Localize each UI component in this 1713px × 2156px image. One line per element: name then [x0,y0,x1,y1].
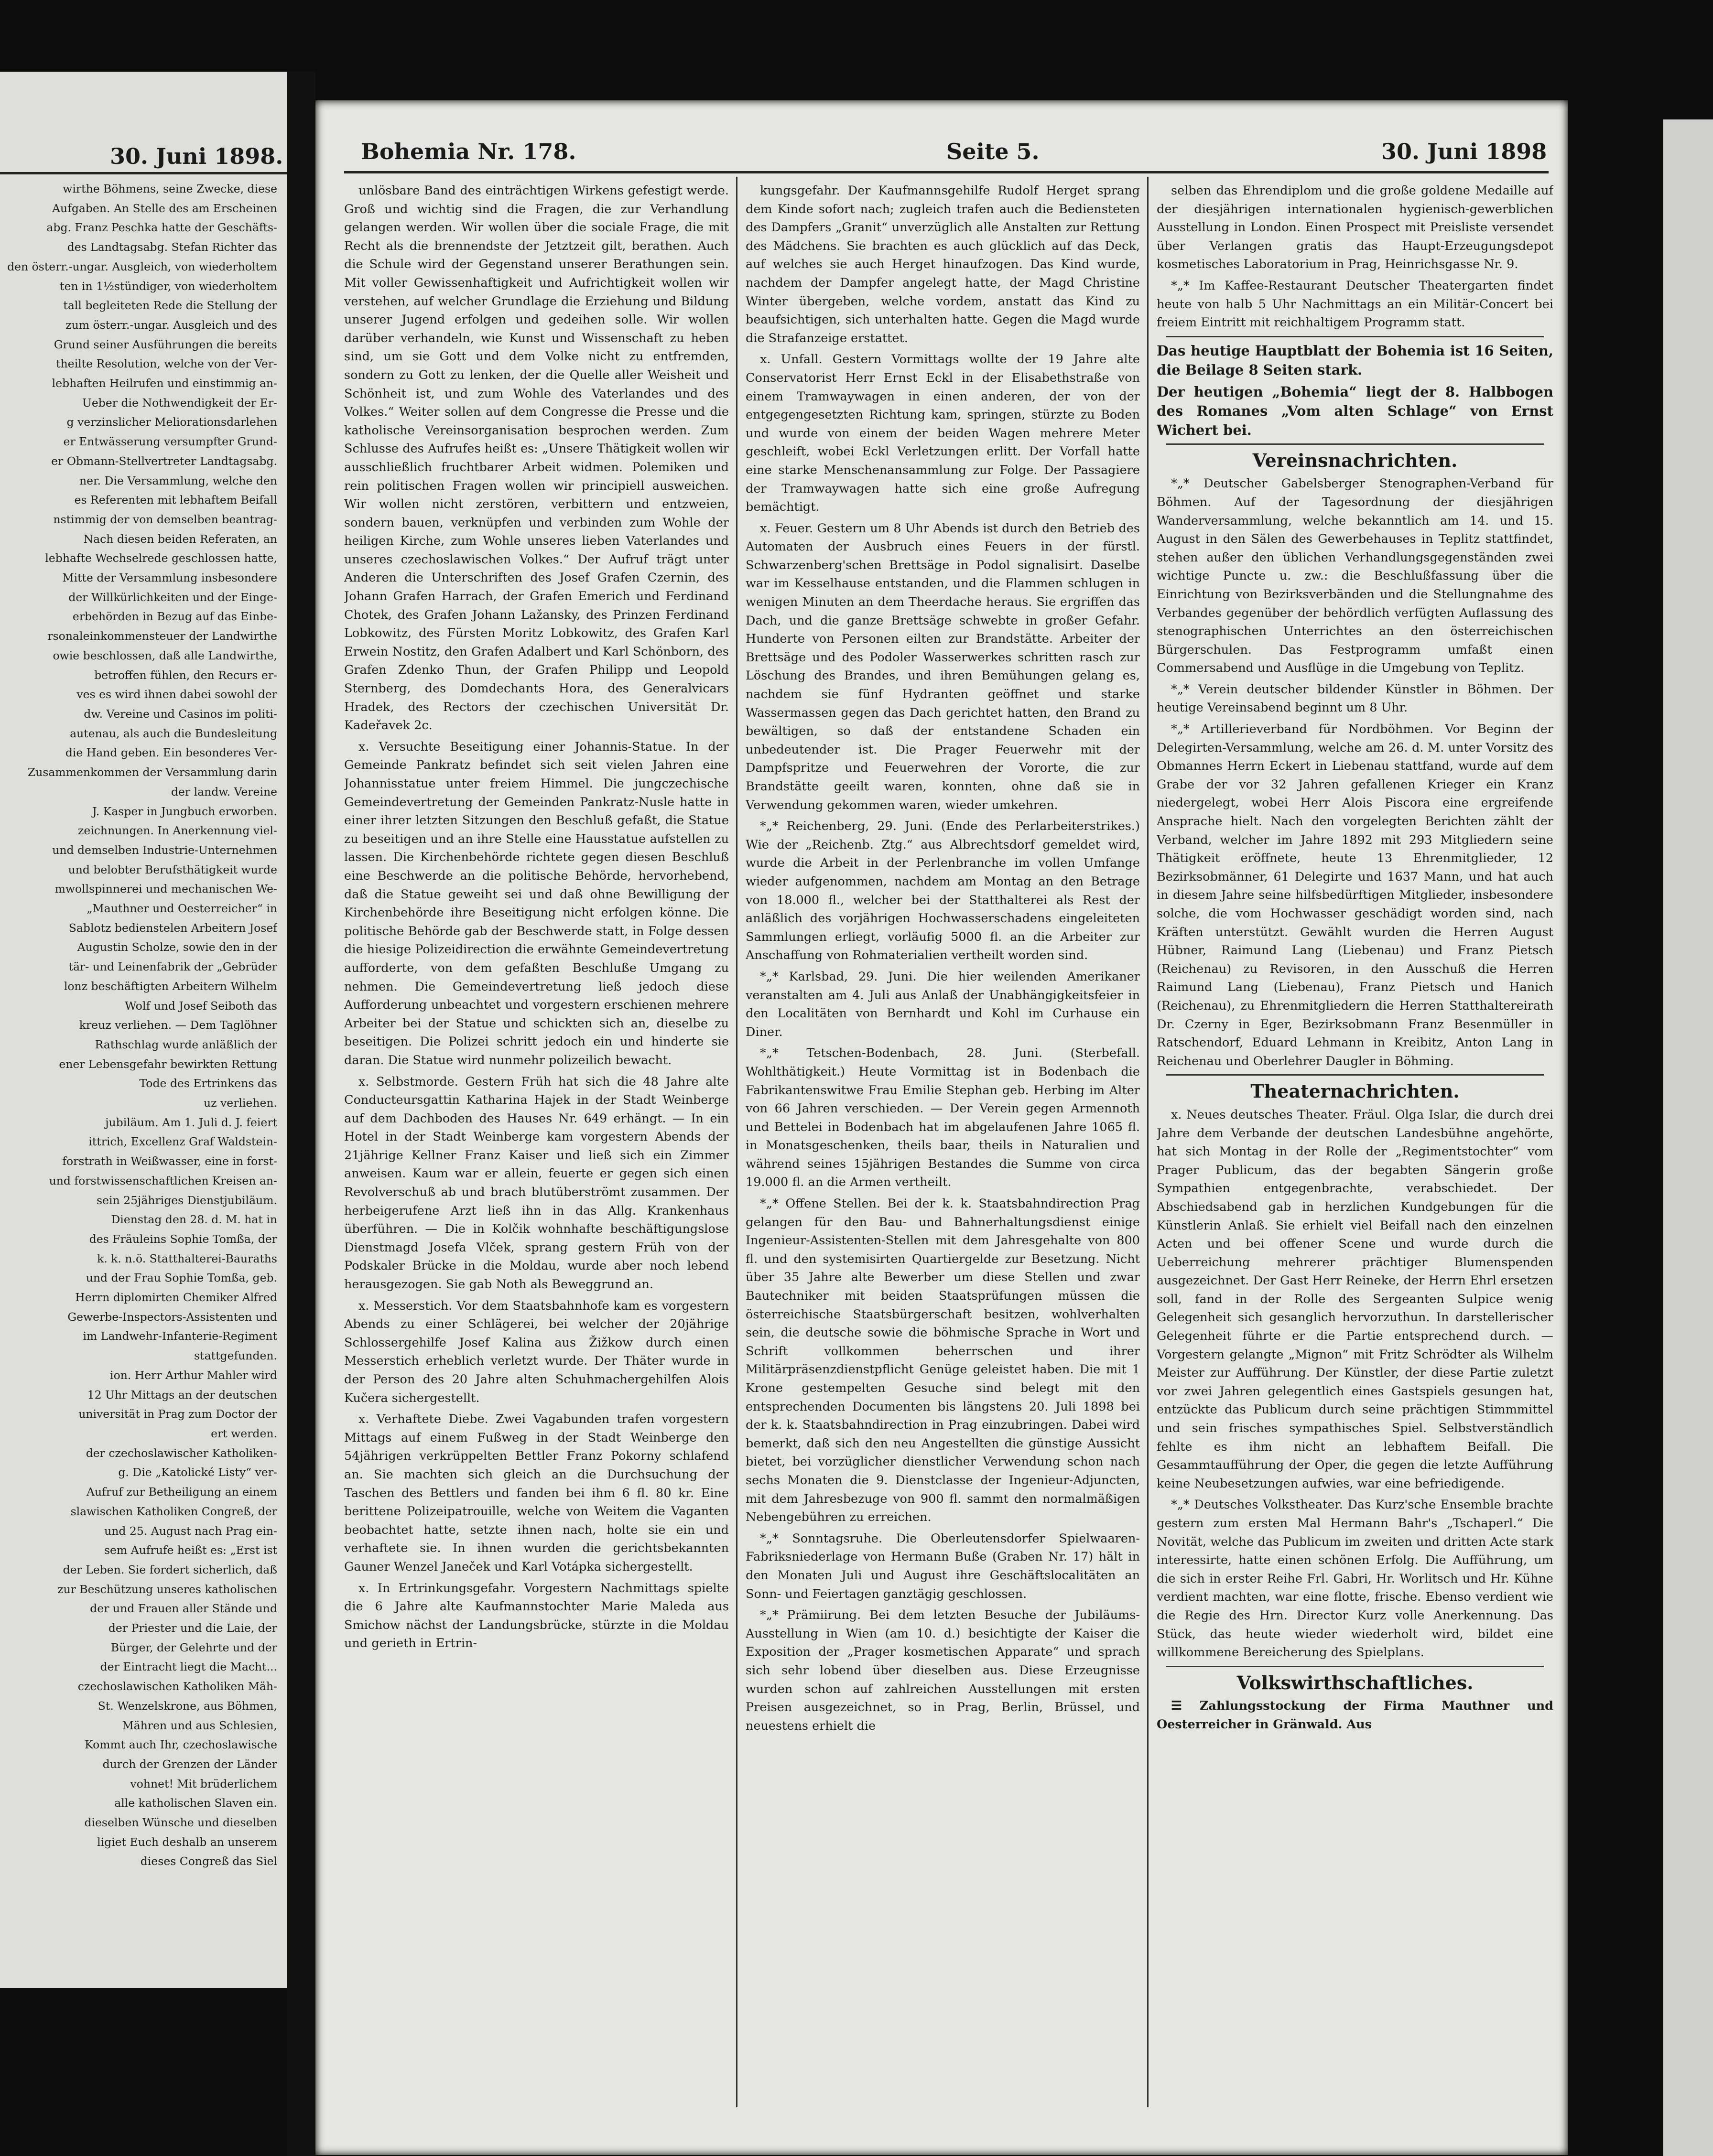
text-line: g verzinslicher Meliorationsdarlehen [66,415,277,429]
text-line: die Hand geben. Ein besonderes Ver- [65,746,277,760]
text-line: St. Wenzelskrone, aus Böhmen, [98,1699,277,1713]
article-paragraph: x. In Ertrinkungsgefahr. Vorgestern Nachmittags spielte die 6 Jahre alte Kaufmannstochter Marie Maleda aus Smichow nächst der Landungsbrücke, stürzte in die Moldau und gerieth in Ertrin- [344,1581,729,1651]
text-line: lebhaften Heilrufen und einstimmig an- [52,377,277,390]
text-line: kreuz verliehen. — Dem Taglöhner [79,1018,277,1032]
text-line: dieses Congreß das Siel [140,1854,277,1868]
text-line: Gewerbe-Inspectors-Assistenten und [67,1310,277,1324]
text-line: er Obmann-Stellvertreter Landtagsabg. [51,454,277,468]
text-line: 12 Uhr Mittags an der deutschen [87,1388,277,1401]
text-line: der Eintracht liegt die Macht... [100,1660,277,1674]
article-paragraph: x. Unfall. Gestern Vormittags wollte der 19 Jahre alte Conservatorist Herr Ernst Eckl in der Elisabethstraße von einem Tramwaywagen in einen anderen, der von der entgegengesetzten Richtung kam, springen, stürzte zu Boden und wurde von einem der beiden Wagen mehrere Meter geschleift, wobei Eckl Verletzungen erlitt. Der Vorfall hatte eine starke Menschenansammlung zur Folge. Der Passagiere der Tramwaywagen hatte sich eine große Aufregung bemächtigt. [746,352,1140,515]
left-page [0,72,287,1988]
text-line: owie beschlossen, daß alle Landwirthe, [53,648,277,662]
issue-date: 30. Juni 1898 [1381,139,1547,164]
text-line: Tode des Ertrinkens das [139,1077,277,1090]
text-line: forstrath in Weißwasser, eine in forst- [62,1154,277,1168]
text-line: g. Die „Katolické Listy“ ver- [118,1466,277,1479]
left-page-column [5,179,277,1988]
text-line: universität in Prag zum Doctor der [78,1407,277,1421]
right-page [315,100,1568,2155]
text-line: der czechoslawischer Katholiken- [86,1446,277,1460]
text-line: und demselben Industrie-Unternehmen [52,843,277,857]
text-line: durch der Grenzen der Länder [102,1757,277,1771]
article-paragraph: *„* Artillerieverband für Nordböhmen. Vor Beginn der Delegirten-Versammlung, welche am 26. d. M. unter Vorsitz des Obmannes Herrn Eckert in Liebenau stattfand, wurde auf dem Grabe der vor 32 Jahren gefallenen Krieger ein Kranz niedergelegt, wobei Herr Alois Piscora eine ergreifende Ansprache hielt. Nach den vorgelegten Berichten zählt der Verband, welcher im Jahre 1892 mit 293 Mitgliedern seine Thätigkeit eröffnete, heute 13 Ehrenmitglieder, 12 Bezirksobmänner, 61 Delegirte und 1637 Mann, und hat auch in diesem Jahre seine hilfsbedürftigen Mitglieder, insbesondere solche, die vom Hochwasser geschädigt worden sind, nach Kräften unterstützt. Gewählt wurden die Herren August Hübner, Raimund Lang (Liebenau) und Franz Pietsch (Reichenau) zu Revisoren, in den Ausschuß die Herren Raimund Lang (Liebenau), Franz Pietsch und Hanich (Reichenau), zu Ehrenmitgliedern die Herren Statthaltereirath Dr. Czerny in Eger, Bezirksobmann Franz Besenmüller in Ratschendorf, Eduard Lehmann in Kreibitz, Anton Lang in Reichenau und Oberlehrer Daugler in Böhming. [1157,722,1553,1068]
text-line: theilte Resolution, welche von der Ver- [56,357,277,371]
text-line: uz verliehen. [204,1096,277,1110]
text-line: czechoslawischen Katholiken Mäh- [77,1680,277,1693]
column-separator [736,177,737,2107]
text-line: Herrn diplomirten Chemiker Alfred [75,1291,277,1304]
article-paragraph: *„* Sonntagsruhe. Die Oberleutensdorfer Spielwaaren-Fabriksniederlage von Hermann Buße (Graben Nr. 17) hält in den Monaten Juli und August ihre Geschäftslocalitäten an Sonn- und Feiertagen ganztägig geschlossen. [746,1531,1140,1601]
text-line: es Referenten mit lebhaftem Beifall [74,493,277,507]
column-1 [344,182,729,2112]
divider [1166,336,1544,337]
article-paragraph: *„* Prämiirung. Bei dem letzten Besuche der Jubiläums-Ausstellung in Wien (am 10. d.) besichtigte der Kaiser die Exposition der „Prager kosmetischen Apparate“ und sprach sich sehr lobend über dieselben aus. Diese Erzeugnisse wurden schon auf zahlreichen Ausstellungen mit ersten Preisen ausgezeichnet, so in Prag, Berlin, Brüssel, und neuestens erhielt die [746,1608,1140,1733]
text-line: lonz beschäftigten Arbeitern Wilhelm [64,979,277,993]
article-paragraph: *„* Im Kaffee-Restaurant Deutscher Theatergarten findet heute von halb 5 Uhr Nachmittags an ein Militär-Concert bei freiem Eintritt mit reichhaltigem Programm statt. [1157,278,1553,330]
theaternachrichten-articles [1157,1106,1553,1662]
article-paragraph: x. Neues deutsches Theater. Fräul. Olga Islar, die durch drei Jahre dem Verbande der deutschen Landesbühne angehörte, hat sich Montag in der Rolle der „Regimentstochter“ vom Prager Publicum, das der begabten Sängerin große Sympathien entgegenbrachte, verabschiedet. Der Abschiedsabend gab in herzlichen Kundgebungen für die Künstlerin Anlaß. Sie erhielt viel Beifall nach den einzelnen Acten und bei offener Scene und wurde durch die Ueberreichung mehrerer prächtiger Blumenspenden ausgezeichnet. Der Gast Herr Reineke, der Herrn Ehrl ersetzen soll, fand in der Rolle des Sergeanten Sulpice wenig Gelegenheit sich gesanglich hervorzuthun. In darstellerischer Gelegenheit führte er die Partie entsprechend durch. — Vorgestern gelangte „Mignon“ mit Fritz Schrödter als Wilhelm Meister zur Aufführung. Der Künstler, der diese Partie zuletzt vor zwei Jahren gelegentlich eines Gastspiels gesungen hat, entzückte das Publicum durch seine prächtigen Stimmmittel und sein frisches sympathisches Spiel. Selbstverständlich fehlte es ihm nicht an lebhaftem Beifall. Die Gesammtaufführung der Oper, die gegen die letzte Aufführung keine Neubesetzungen aufwies, war eine befriedigende. [1157,1107,1553,1491]
section-title-vereinsnachrichten: Vereinsnachrichten. [1252,449,1458,471]
text-line: jubiläum. Am 1. Juli d. J. feiert [105,1115,277,1129]
article-paragraph: selben das Ehrendiplom und die große goldene Medaille auf der diesjährigen internationalen hygienisch-gewerblichen Ausstellung in London. Einen Prospect mit Preisliste versendet über Verlangen gratis das Haupt-Erzeugungsdepot kosmetisches Laboratorium in Prag, Heinrichsgasse Nr. 9. [1157,183,1553,272]
text-line: sein 25jähriges Dienstjubiläum. [97,1193,277,1207]
text-line: Dienstag den 28. d. M. hat in [111,1213,277,1227]
text-line: ner. Die Versammlung, welche den [79,474,277,487]
text-line: der und Frauen aller Stände und [90,1602,277,1616]
text-line: Kommt auch Ihr, czechoslawische [85,1738,277,1752]
divider [1166,443,1544,445]
text-line: lebhafte Wechselrede geschlossen hatte, [45,551,277,565]
article-paragraph: kungsgefahr. Der Kaufmannsgehilfe Rudolf Herget sprang dem Kinde sofort nach; zugleich trafen auch die Bediensteten des Dampfers „Granit“ unverzüglich alle Anstalten zur Rettung des Mädchens. Sie brachten es auch glücklich auf das Deck, auf welches sie auch Herget hinaufzogen. Das Kind wurde, nachdem der Dampfer angelegt hatte, der Magd Christine Winter übergeben, welche vordem, anstatt das Kind zu beaufsichtigen, sich unterhalten hatte. Gegen die Magd wurde die Strafanzeige erstattet. [746,183,1140,345]
text-line: ittrich, Excellenz Graf Waldstein- [88,1135,277,1149]
article-paragraph: x. Verhaftete Diebe. Zwei Vagabunden trafen vorgestern Mittags auf einem Fußweg in der Stadt Weinberge den 54jährigen verkrüppelten Bettler Franz Pokorny schlafend an. Sie machten sich gleich an die Durchsuchung der Taschen des Bettlers und fanden bei ihm 6 fl. 80 kr. Eine berittene Polizeipatrouille, welche von Weitem die Vaganten beobachtet hatte, setzte ihnen nach, holte sie ein und verhaftete sie. In ihnen wurden die gerichtsbekannten Gauner Wenzel Janeček und Karl Votápka sichergestellt. [344,1412,729,1574]
text-line: ves es wird ihnen dabei sowohl der [76,688,277,701]
article-paragraph: ☰ Zahlungsstockung der Firma Mauthner und Oesterreicher in Gränwald. Aus [1157,1699,1553,1732]
text-line: Nach diesen beiden Referaten, an [83,532,277,546]
article-paragraph: x. Messerstich. Vor dem Staatsbahnhofe kam es vorgestern Abends zu einer Schlägerei, bei welcher der 20jährige Schlossergehilfe Josef Kalina aus Žižkow durch einen Messerstich erheblich verletzt wurde. Der Thäter wurde in der Person des 20 Jahre alten Schuhmachergehilfen Alois Kučera sichergestellt. [344,1298,729,1405]
text-line: der Willkürlichkeiten und der Einge- [68,590,277,604]
text-line: der landw. Vereine [171,785,277,798]
text-line: tall begleiteten Rede die Stellung der [63,299,277,313]
text-line: Zusammenkommen der Versammlung darin [27,765,277,779]
text-line: Bürger, der Gelehrte und der [110,1640,277,1654]
left-header-rule [0,172,287,174]
notice-novel: Der heutigen „Bohemia“ liegt der 8. Halbbogen des Romanes „Vom alten Schlage“ von Ernst Wichert bei. [1157,383,1553,438]
article-paragraph: *„* Deutsches Volkstheater. Das Kurz'sche Ensemble brachte gestern zum ersten Mal Hermann Bahr's „Tschaperl.“ Die Novität, welche das Publicum im zweiten und dritten Acte stark interessirte, hatte einen schönen Erfolg. Die Aufführung, um die sich in erster Reihe Frl. Gabri, Hr. Worlitsch und Hr. Kühne verdient machten, war eine flotte, frische. Ebenso verdient wie die Regie des Hrn. Director Kurz volle Anerkennung. Das Stück, das heute wieder wiederholt wird, bildet eine willkommene Bereicherung des Spielplans. [1157,1498,1553,1660]
text-line: und 25. August nach Prag ein- [104,1524,277,1538]
text-line: stattgefunden. [194,1349,277,1363]
text-line: ion. Herr Arthur Mahler wird [110,1368,277,1382]
text-line: dw. Vereine und Casinos im politi- [84,707,277,721]
article-paragraph: x. Versuchte Beseitigung einer Johannis-Statue. In der Gemeinde Pankratz befindet sich seit vielen Jahren eine Johannisstatue unter freiem Himmel. Die jungczechische Gemeindevertretung der Gemeinden Pankratz-Nusle hatte in einer ihrer letzten Sitzungen den Beschluß gefaßt, die Statue zu beseitigen und an ihre Stelle eine Hausstatue aufstellen zu lassen. Die Kirchenbehörde richtete gegen diesen Beschluß eine Beschwerde an die politische Behörde, hervorhebend, daß die Statue geweiht sei und daß ohne Bewilligung der Kirchenbehörde ihre Beseitigung nicht erfolgen könne. Die politische Behörde gab der Beschwerde statt, in Folge dessen die hiesige Polizeidirection die erwähnte Gemeindevertretung aufforderte, von dem gefaßten Beschluße Umgang zu nehmen. Die Gemeindevertretung ließ jedoch diese Aufforderung unbeachtet und vorgestern erschienen mehrere Arbeiter bei der Statue und schickten sich an, dieselbe zu beseitigen. Die Polizei schritt jedoch ein und hinderte sie daran. Die Statue wird nunmehr polizeilich bewacht. [344,739,729,1067]
text-line: vohnet! Mit brüderlichem [130,1777,277,1790]
text-line: zur Beschützung unseres katholischen [57,1582,277,1596]
text-line: und forstwissenschaftlichen Kreisen an- [49,1174,277,1187]
column-separator [1147,177,1149,2107]
page-gutter [287,72,315,2156]
volkswirthschaftliches-articles [1157,1697,1553,1734]
text-line: „Mauthner und Oesterreicher“ in [87,902,277,916]
text-line: Rathschlag wurde anläßlich der [95,1037,277,1051]
divider [1166,1074,1544,1076]
text-line: slawischen Katholiken Congreß, der [70,1504,277,1518]
text-line: des Landtagsabg. Stefan Richter das [67,240,277,254]
text-line: der Priester und die Laie, der [108,1621,277,1635]
text-line: den österr.-ungar. Ausgleich, von wiederholtem [7,259,277,273]
text-line: zum österr.-ungar. Ausgleich und des [65,318,277,332]
column-3-ads [1157,182,1553,332]
text-line: Mitte der Versammlung insbesondere [62,571,277,585]
text-line: und der Frau Sophie Tomßa, geb. [86,1271,277,1285]
text-line: er Entwässerung versumpfter Grund- [63,435,277,449]
page-number: Seite 5. [946,139,1040,164]
text-line: dieselben Wünsche und dieselben [84,1816,277,1830]
section-title-volkswirthschaftliches: Volkswirthschaftliches. [1236,1671,1474,1693]
text-line: Grund seiner Ausführungen die bereits [54,337,277,351]
article-paragraph: *„* Verein deutscher bildender Künstler in Böhmen. Der heutige Vereinsabend beginnt um 8 Uhr. [1157,682,1553,715]
text-line: Aufgaben. An Stelle des am Erscheinen [52,201,277,215]
text-line: und belobter Berufsthätigkeit wurde [68,862,277,876]
text-line: autenau, als auch die Bundesleitung [70,726,277,740]
text-line: im Landwehr-Infanterie-Regiment [83,1329,277,1343]
text-line: abg. Franz Peschka hatte der Geschäfts- [46,221,277,235]
text-line: sem Aufrufe heißt es: „Erst ist [104,1543,277,1557]
text-line: mwollspinnerei und mechanischen We- [54,882,277,896]
text-line: Mähren und aus Schlesien, [122,1718,277,1732]
newspaper-title: Bohemia Nr. 178. [361,139,576,164]
text-line: Aufruf zur Betheiligung an einem [87,1485,277,1499]
text-line: rsonaleinkommensteuer der Landwirthe [47,629,277,643]
section-title-theaternachrichten: Theaternachrichten. [1250,1080,1460,1102]
article-paragraph: *„* Offene Stellen. Bei der k. k. Staatsbahndirection Prag gelangen für den Bau- und Bahnerhaltungsdienst einige Ingenieur-Assistenten-Stellen mit dem Jahresgehalte von 800 fl. und den systemisirten Quartiergelde zur Besetzung. Nicht über 35 Jahre alte Bewerber um diese Stellen und zwar Bautechniker mit beiden Staatsprüfungen müssen die österreichische Staatsbürgerschaft besitzen, wohlverhalten sein, die deutsche sowie die böhmische Sprache in Wort und Schrift vollkommen beherrschen und ihrer Militärpräsenzdienstpflicht Genüge geleistet haben. Die mit 1 Krone gestempelten Gesuche sind belegt mit den entsprechenden Documenten bis längstens 20. Juli 1898 bei der k. k. Staatsbahndirection in Prag einzubringen. Dabei wird bemerkt, daß sich den neu Angestellten die günstige Aussicht bietet, bei vorzüglicher dienstlicher Verwendung schon nach sechs Monaten die 9. Dienstclasse der Ingenieur-Adjuncten, mit dem Jahresbezuge von 900 fl. sammt den normalmäßigen Nebengebühren zu erreichen. [746,1197,1140,1525]
text-line: ener Lebensgefahr bewirkten Rettung [59,1057,277,1071]
text-line: ligiet Euch deshalb an unserem [97,1835,277,1849]
article-paragraph: unlösbare Band des einträchtigen Wirkens gefestigt werde. Groß und wichtig sind die Fragen, die zur Verhandlung gelangen werden. Wir wollen über die sociale Frage, die mit Recht als die brennendste der Jetztzeit gilt, berathen. Auch die Schule wird der Gegenstand unserer Berathungen sein. Mit voller Gewissenhaftigkeit und Aufrichtigkeit wollen wir verstehen, auf welcher Grundlage die Erziehung und Bildung unserer Jugend erfolgen und gedeihen solle. Wir wollen darüber verhandeln, wie Kunst und Wissenschaft zu heben sind, um sie Gott und dem Volke nicht zu entfremden, sondern zu Gott zu lenken, der die Quelle aller Weisheit und Schönheit ist, und zum Wohle des Vaterlandes und des Volkes.“ Weiter sollen auf dem Congresse die Presse und die katholische Vereinsorganisation besprochen werden. Zum Schlusse des Aufrufes heißt es: „Unsere Thätigkeit wollen wir ausschließlich fruchtbarer Arbeit widmen. Polemiken und rein politischen Fragen wollen wir principiell ausweichen. Wir wollen nicht zerstören, verbittern und entzweien, sondern bauen, verknüpfen und verbinden zum Wohle der heiligen Kirche, zum Wohle unseres lieben Vaterlandes und unseres czechoslawischen Volkes.“ Der Aufruf trägt unter Anderen die Unterschriften des Josef Grafen Czernin, des Johann Grafen Harrach, der Grafen Emerich und Ferdinand Chotek, des Grafen Johann Lažansky, des Prinzen Ferdinand Lobkowitz, des Fürsten Moritz Lobkowitz, des Grafen Karl Erwein Nostitz, den Grafen Adalbert und Karl Schönborn, des Grafen Zdenko Thun, der Grafen Philipp und Leopold Sternberg, des Domdechants Hora, des Generalvicars Hradek, des Rectors der czechischen Universität Dr. Kadeřavek 2c. [344,183,729,733]
text-line: Wolf und Josef Seiboth das [125,999,277,1013]
text-line: alle katholischen Slaven ein. [114,1796,277,1810]
article-paragraph: *„* Karlsbad, 29. Juni. Die hier weilenden Amerikaner veranstalten am 4. Juli aus Anlaß der Unabhängigkeitsfeier in den Localitäten von Bernhardt und Kohl im Curhause ein Diner. [746,969,1140,1039]
article-paragraph: x. Feuer. Gestern um 8 Uhr Abends ist durch den Betrieb des Automaten der Ausbruch eines Feuers in der fürstl. Schwarzenberg'schen Brettsäge in Podol signalisirt. Daselbe war im Kesselhause entstanden, und die Flammen schlugen in wenigen Minuten an dem Theerdache heraus. Sie ergriffen das Dach, und die ganze Brettsäge schwebte in großer Gefahr. Hunderte von Personen eilten zur Brandstätte. Arbeiter der Brettsäge und des Podoler Wasserwerkes schritten rasch zur Löschung des Brandes, und ihren Bemühungen gelang es, nachdem sie fünf Hydranten geöffnet und starke Wassermassen gegen das Dach gerichtet hatten, den Brand zu bewältigen, so daß der entstandene Schaden ein unbedeutender ist. Die Prager Feuerwehr mit der Dampfspritze und Feuerwehren der Vororte, die zur Brandstätte geeilt waren, konnten, ohne daß sie in Verwendung gekommen waren, wieder umkehren. [746,521,1140,812]
header-rule [344,171,1549,173]
text-line: zeichnungen. In Anerkennung viel- [77,824,277,838]
text-line: des Fräuleins Sophie Tomßa, der [89,1232,277,1246]
article-paragraph: x. Selbstmorde. Gestern Früh hat sich die 48 Jahre alte Conducteursgattin Katharina Hajek in der Stadt Weinberge auf dem Dachboden des Hauses Nr. 649 erhängt. — In ein Hotel in der Stadt Weinberge kam vorgestern Abends der 21jährige Kellner Franz Kaiser und ließ sich ein Zimmer anweisen. Kaum war er allein, feuerte er gegen sich einen Revolverschuß ab und brach blutüberströmt zusammen. Der herbeigerufene Arzt ließ ihn in das Allg. Krankenhaus überführen. — Die in Kolčik wohnhafte beschäftigungslose Dienstmagd Josefa Vlček, sprang gestern Früh von der Podskaler Brücke in die Moldau, wurde aber noch lebend herausgezogen. Sie gab Noth als Beweggrund an. [344,1074,729,1292]
text-line: Ueber die Nothwendigkeit der Er- [82,396,277,410]
text-line: k. k. n.ö. Statthalterei-Bauraths [97,1251,277,1265]
divider [1166,1666,1544,1667]
text-line: ert werden. [211,1427,277,1440]
text-line: betroffen fühlen, den Recurs er- [94,668,277,682]
text-line: nstimmig der von demselben beantrag- [53,512,277,526]
text-line: ten in 1½stündiger, von wiederholtem [60,279,277,293]
column-3 [1157,182,1553,2112]
next-page-edge [1663,119,1713,2156]
text-line: Augustin Scholze, sowie den in der [77,940,277,954]
text-line: wirthe Böhmens, seine Zwecke, diese [63,182,277,195]
text-line: der Leben. Sie fordert sicherlich, daß [63,1563,277,1576]
article-paragraph: *„* Reichenberg, 29. Juni. (Ende des Perlarbeiterstrikes.) Wie der „Reichenb. Ztg.“ aus Albrechtsdorf gemeldet wird, wurde die Arbeit in der Perlenbranche im vollen Umfange wieder aufgenommen, nachdem am Montag an den Betrage von 18.000 fl., welcher bei der Statthalterei als Rest der anläßlich des vorjährigen Hochwasserschadens eingeleiteten Sammlungen erliegt, vorläufig 5000 fl. an die Arbeiter zur Anschaffung von Rohmaterialien vertheilt worden sind. [746,819,1140,963]
text-line: J. Kasper in Jungbuch erworben. [92,804,277,818]
article-paragraph: *„* Deutscher Gabelsberger Stenographen-Verband für Böhmen. Auf der Tagesordnung der diesjährigen Wanderversammlung, welche bekanntlich am 14. und 15. August in den Sälen des Gewerbehauses in Teplitz stattfindet, stehen außer den üblichen Verhandlungsgegenständen zwei wichtige Puncte u. zw.: die Beschlußfassung über die Einrichtung von Bezirksverbänden und die Stellungnahme des Verbandes gegenüber der behördlich verfügten Auflassung des stenographischen Unterrichtes an den österreichischen Bürgerschulen. Das Festprogramm umfaßt einen Commersabend und Ausflüge in die Umgebung von Teplitz. [1157,476,1553,676]
text-line: erbehörden in Bezug auf das Einbe- [72,610,277,624]
text-line: Sablotz bedienstelen Arbeitern Josef [68,921,277,935]
left-page-date: 30. Juni 1898. [110,143,283,169]
text-line: tär- und Leinenfabrik der „Gebrüder [68,960,277,974]
column-2 [746,182,1140,2112]
article-paragraph: *„* Tetschen-Bodenbach, 28. Juni. (Sterbefall. Wohlthätigkeit.) Heute Vormittag ist in Bodenbach die Fabrikantenswitwe Frau Emilie Stephan geb. Herbing im Alter von 66 Jahren verschieden. — Der Verein gegen Armennoth und Bettelei in Bodenbach hat im abgelaufenen Jahre 1065 fl. in Monatsgeschenken, theils baar, theils in Naturalien und während seines 15jährigen Bestandes die Summe von circa 19.000 fl. an die Armen vertheilt. [746,1046,1140,1190]
vereinsnachrichten-articles [1157,474,1553,1070]
notice-pages: Das heutige Hauptblatt der Bohemia ist 16 Seiten, die Beilage 8 Seiten stark. [1157,342,1553,378]
